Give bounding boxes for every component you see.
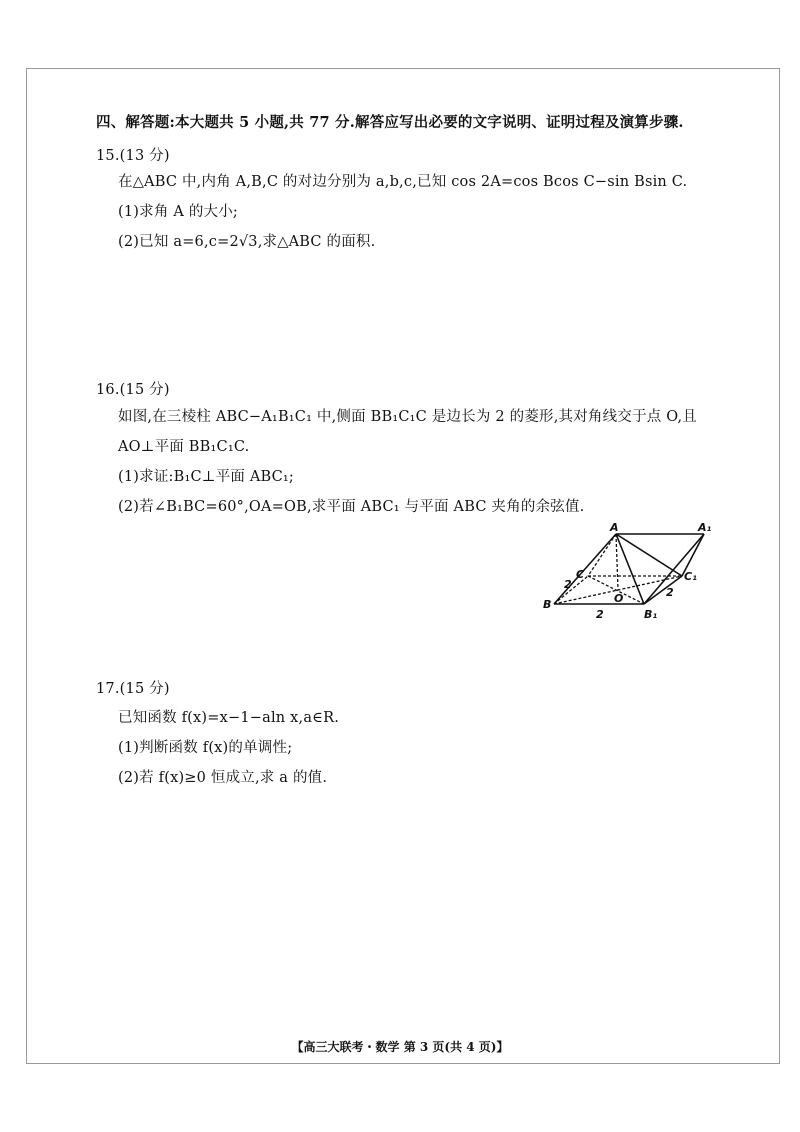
problem-16-statement-1: 如图,在三棱柱 ABC−A₁B₁C₁ 中,侧面 BB₁C₁C 是边长为 2 的菱形,其对角线交于点 O,且 — [118, 409, 697, 425]
problem-16-number: 16.(15 分) — [96, 382, 170, 398]
page-footer: 【高三大联考・数学 第 3 页(共 4 页)】 — [291, 1040, 509, 1054]
problem-15-statement: 在△ABC 中,内角 A,B,C 的对边分别为 a,b,c,已知 cos 2A=cos Bcos C−sin Bsin C. — [118, 174, 688, 190]
label-c: C — [576, 568, 585, 581]
prism-figure — [540, 518, 720, 628]
label-b1: B₁ — [644, 608, 658, 621]
problem-15-part-1: (1)求角 A 的大小; — [118, 204, 239, 220]
label-b: B — [543, 598, 552, 611]
problem-15-part-2: (2)已知 a=6,c=2√3,求△ABC 的面积. — [118, 234, 376, 250]
problem-16-statement-2: AO⊥平面 BB₁C₁C. — [118, 439, 250, 455]
problem-16-part-1: (1)求证:B₁C⊥平面 ABC₁; — [118, 469, 295, 485]
label-c1: C₁ — [684, 570, 697, 583]
edge-a1-b1 — [644, 534, 704, 604]
problem-17-number: 17.(15 分) — [96, 681, 170, 697]
section-heading: 四、解答题:本大题共 5 小题,共 77 分.解答应写出必要的文字说明、证明过程及演算步骤. — [96, 114, 684, 131]
label-edge-left: 2 — [564, 578, 572, 591]
problem-15-number: 15.(13 分) — [96, 148, 170, 164]
problem-17-statement: 已知函数 f(x)=x−1−aln x,a∈R. — [118, 710, 340, 726]
label-a: A — [610, 521, 619, 534]
problem-17-part-1: (1)判断函数 f(x)的单调性; — [118, 740, 293, 756]
segment-a-o — [616, 534, 618, 590]
edge-a-c1 — [616, 534, 682, 576]
problem-16-part-2: (2)若∠B₁BC=60°,OA=OB,求平面 ABC₁ 与平面 ABC 夹角的余弦值. — [118, 499, 585, 515]
problem-17-part-2: (2)若 f(x)≥0 恒成立,求 a 的值. — [118, 770, 328, 786]
label-edge-bottom: 2 — [596, 608, 604, 621]
edge-a-b — [554, 534, 616, 604]
label-o: O — [614, 592, 624, 605]
label-edge-right: 2 — [666, 586, 674, 599]
edge-a-c — [588, 534, 616, 576]
label-a1: A₁ — [698, 521, 712, 534]
